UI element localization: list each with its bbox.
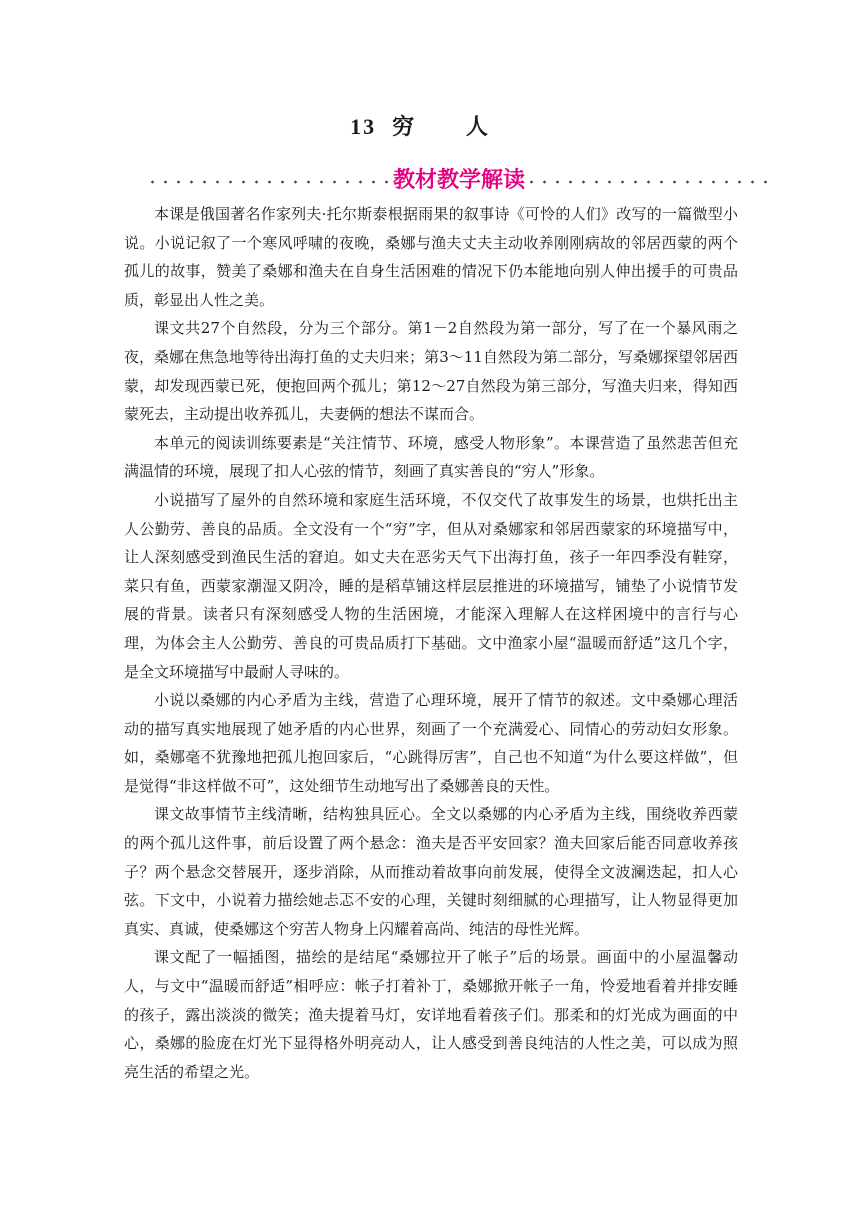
paragraph: 课文共27个自然段，分为三个部分。第1－2自然段为第一部分，写了在一个暴风雨之夜，桑娜在焦急地等待出海打鱼的丈夫归来；第3～11自然段为第二部分，写桑娜探望邻居西蒙，却发现西蒙已死，便抱回两个孤儿；第12～27自然段为第三部分，写渔夫归来，得知西蒙死去，主动提出收养孤儿，夫妻俩的想法不谋而合。: [124, 319, 738, 424]
paragraph: 本单元的阅读训练要素是“关注情节、环境，感受人物形象”。本课营造了虽然悲苦但充满温情的环境，展现了扣人心弦的情节，刻画了真实善良的“穷人”形象。: [124, 433, 738, 481]
lesson-title: [0, 112, 860, 142]
paragraph: 小说描写了屋外的自然环境和家庭生活环境，不仅交代了故事发生的场景，也烘托出主人公勤劳、善良的品质。全文没有一个“穷”字，但从对桑娜家和邻居西蒙家的环境描写中，让人深刻感受到渔民生活的窘迫。如丈夫在恶劣天气下出海打鱼，孩子一年四季没有鞋穿，菜只有鱼，西蒙家潮湿又阴冷，睡的是稻草铺这样层层推进的环境描写，铺垫了小说情节发展的背景。读者只有深刻感受人物的生活困境，才能深入理解人在这样困境中的言行与心理，为体会主人公勤劳、善良的可贵品质打下基础。文中渔家小屋“温暖而舒适”这几个字，是全文环境描写中最耐人寻味的。: [124, 490, 738, 681]
lesson-title-text: 穷 人: [392, 114, 510, 140]
paragraph: 小说以桑娜的内心矛盾为主线，营造了心理环境，展开了情节的叙述。文中桑娜心理活动的描写真实地展现了她矛盾的内心世界，刻画了一个充满爱心、同情心的劳动妇女形象。如，桑娜毫不犹豫地把孤儿抱回家后，“心跳得厉害”，自己也不知道“为什么要这样做”，但是觉得“非这样做不可”，这处细节生动地写出了桑娜善良的天性。: [124, 691, 738, 795]
section-heading: 教材教学解读: [393, 167, 526, 193]
section-banner: [150, 160, 768, 196]
dotted-rule-right: [529, 179, 768, 185]
paragraph: 课文配了一幅插图，描绘的是结尾“桑娜拉开了帐子”后的场景。画面中的小屋温馨动人，与文中“温暖而舒适”相呼应：帐子打着补丁，桑娜掀开帐子一角，怜爱地看着并排安睡的孩子，露出淡淡的微笑；渔夫提着马灯，安详地看着孩子们。那柔和的灯光成为画面的中心，桑娜的脸庞在灯光下显得格外明亮动人，让人感受到善良纯洁的人性之美，可以成为照亮生活的希望之光。: [124, 948, 738, 1081]
body-text: [124, 200, 738, 1086]
paragraph: 课文故事情节主线清晰，结构独具匠心。全文以桑娜的内心矛盾为主线，围绕收养西蒙的两个孤儿这件事，前后设置了两个悬念：渔夫是否平安回家？渔夫回家后能否同意收养孩子？两个悬念交替展开，逐步消除，从而推动着故事向前发展，使得全文波澜迭起，扣人心弦。下文中，小说着力描绘她忐忑不安的心理，关键时刻细腻的心理描写，让人物显得更加真实、真诚，使桑娜这个穷苦人物身上闪耀着高尚、纯洁的母性光辉。: [124, 805, 738, 938]
paragraph: 本课是俄国著名作家列夫·托尔斯泰根据雨果的叙事诗《可怜的人们》改写的一篇微型小说。小说记叙了一个寒风呼啸的夜晚，桑娜与渔夫丈夫主动收养刚刚病故的邻居西蒙的两个孤儿的故事，赞美了桑娜和渔夫在自身生活困难的情况下仍本能地向别人伸出援手的可贵品质，彰显出人性之美。: [124, 205, 738, 309]
lesson-number: 13: [350, 114, 377, 139]
dotted-rule-left: [150, 179, 389, 185]
